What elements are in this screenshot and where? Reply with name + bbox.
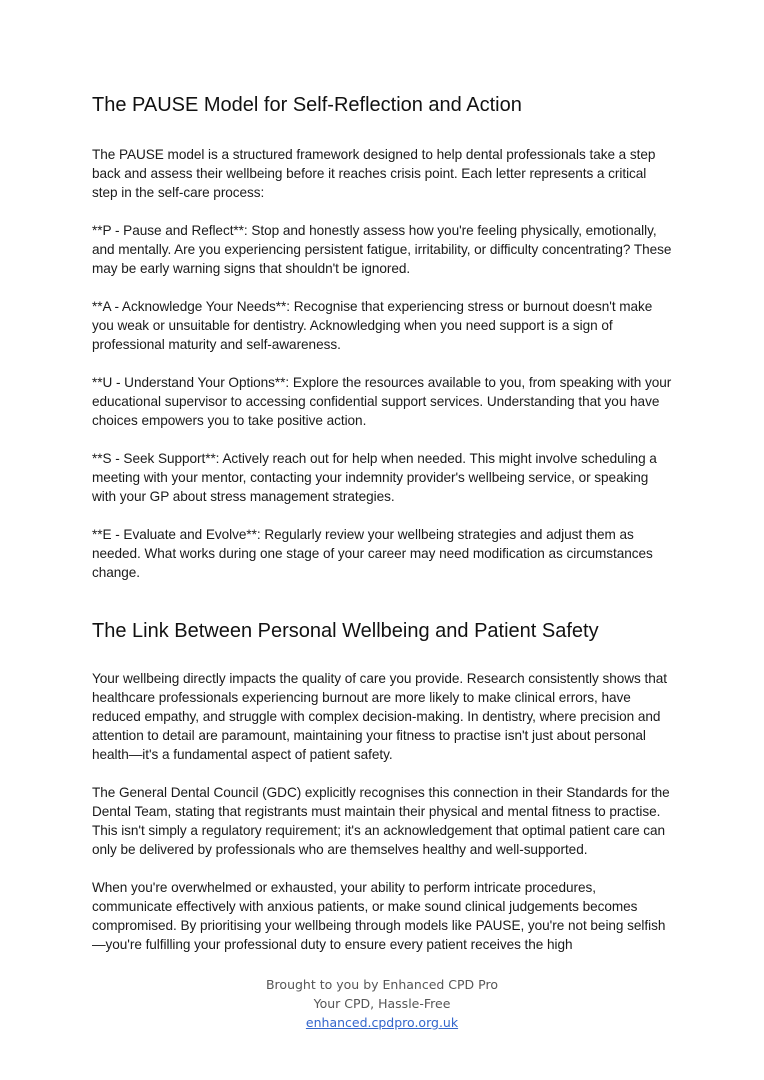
- paragraph-pause-e: **E - Evaluate and Evolve**: Regularly review your wellbeing strategies and adjust them as needed. What works during one stage of your career may need modification as circumstances change.: [92, 527, 653, 580]
- footer-website-link[interactable]: enhanced.cpdpro.org.uk: [305, 1015, 459, 1030]
- paragraph-pause-u: **U - Understand Your Options**: Explore the resources available to you, from speaking with your educational supervisor to accessing confidential support services. Understanding that you have choices empowers you to take positive action.: [92, 375, 672, 428]
- section-heading-patient-safety: The Link Between Personal Wellbeing and Patient Safety: [92, 620, 599, 642]
- paragraph-pause-s: **S - Seek Support**: Actively reach out for help when needed. This might involve scheduling a meeting with your mentor, contacting your indemnity provider's wellbeing service, or speaking with your GP about stress management strategies.: [92, 451, 657, 504]
- footer-brought-by: Brought to you by Enhanced CPD Pro: [265, 977, 498, 992]
- footer-tagline: Your CPD, Hassle-Free: [313, 996, 451, 1011]
- section-pause-model-body: [92, 145, 672, 601]
- paragraph-gdc-standards: The General Dental Council (GDC) explicitly recognises this connection in their Standards for the Dental Team, stating that registrants must maintain their physical and mental fitness to practise. This isn't simply a regulatory requirement; it's an acknowledgement that optimal patient care can only be delivered by professionals who are themselves healthy and well-supported.: [92, 785, 670, 857]
- paragraph-pause-p: **P - Pause and Reflect**: Stop and honestly assess how you're feeling physically, emotionally, and mentally. Are you experiencing persistent fatigue, irritability, or difficulty concentrating? These may be early warning signs that shouldn't be ignored.: [92, 223, 672, 276]
- paragraph-pause-a: **A - Acknowledge Your Needs**: Recognise that experiencing stress or burnout doesn't make you weak or unsuitable for dentistry. Acknowledging when you need support is a sign of professional maturity and self-awareness.: [92, 299, 653, 352]
- paragraph-wellbeing-impact: Your wellbeing directly impacts the quality of care you provide. Research consistently shows that healthcare professionals experiencing burnout are more likely to make clinical errors, have reduced empathy, and struggle with complex decision-making. In dentistry, where precision and attention to detail are paramount, maintaining your fitness to practise isn't just about personal health—it's a fundamental aspect of patient safety.: [92, 671, 667, 762]
- paragraph-overwhelmed: When you're overwhelmed or exhausted, your ability to perform intricate procedures, communicate effectively with anxious patients, or make sound clinical judgements becomes compromised. By prioritising your wellbeing through models like PAUSE, you're not being selfish—you're fulfilling your professional duty to ensure every patient receives the high: [92, 880, 666, 952]
- section-patient-safety-body: [92, 669, 672, 973]
- page-footer: [0, 975, 764, 1032]
- section-heading-pause-model: The PAUSE Model for Self-Reflection and Action: [92, 94, 522, 116]
- paragraph-intro: The PAUSE model is a structured framework designed to help dental professionals take a step back and assess their wellbeing before it reaches crisis point. Each letter represents a critical step in the self-care process:: [92, 147, 656, 200]
